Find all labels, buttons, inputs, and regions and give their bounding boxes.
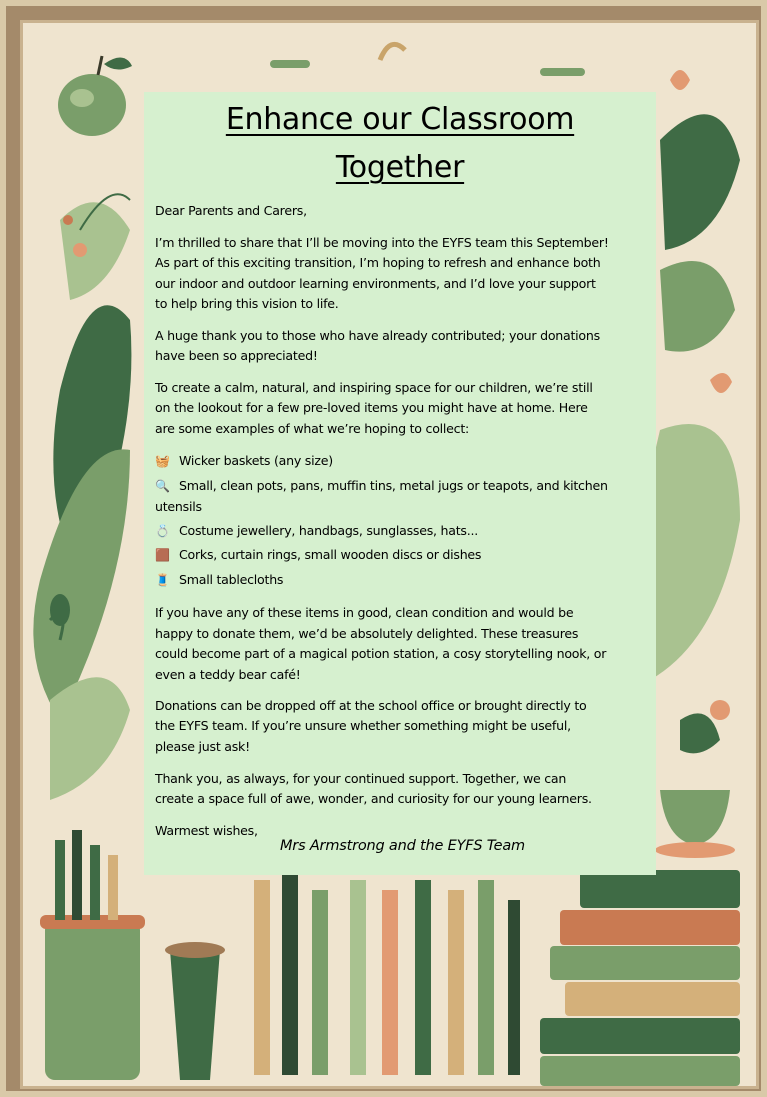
title-line-2: Together xyxy=(335,150,465,185)
basket-icon: 🧺 xyxy=(155,454,170,468)
magnifier-icon: 🔍 xyxy=(155,479,170,493)
thanks-line-1: A huge thank you to those who have already contributed; your donations xyxy=(155,328,600,343)
closing-line-2: create a space full of awe, wonder, and curiosity for our young learners. xyxy=(155,791,592,806)
ring-icon: 💍 xyxy=(155,524,170,538)
donate-line-1: If you have any of these items in good, clean condition and would be xyxy=(155,605,574,620)
list-item-continuation: utensils xyxy=(155,499,202,514)
list-item xyxy=(155,570,651,591)
donate-line-2: happy to donate them, we’d be absolutely delighted. These treasures xyxy=(155,626,579,641)
greeting: Dear Parents and Carers, xyxy=(155,203,307,218)
tablecloth-icon: 🧵 xyxy=(155,573,170,587)
list-item xyxy=(155,476,651,497)
request-line-1: To create a calm, natural, and inspiring space for our children, we’re still xyxy=(155,380,593,395)
dropoff-line-3: please just ask! xyxy=(155,739,250,754)
donate-line-3: could become part of a magical potion station, a cosy storytelling nook, or xyxy=(155,646,607,661)
list-item-text: Small, clean pots, pans, muffin tins, metal jugs or teapots, and kitchen xyxy=(179,478,608,493)
cork-icon: 🟫 xyxy=(155,548,170,562)
intro-line-1: I’m thrilled to share that I’ll be moving into the EYFS team this September! xyxy=(155,235,609,250)
list-item xyxy=(155,451,651,472)
intro-line-3: our indoor and outdoor learning environments, and I’d love your support xyxy=(155,276,596,291)
dropoff-line-2: the EYFS team. If you’re unsure whether something might be useful, xyxy=(155,718,571,733)
pencil-pot-left xyxy=(45,920,140,1080)
request-line-3: are some examples of what we’re hoping to collect: xyxy=(155,421,469,436)
leaf-right-large xyxy=(642,424,740,680)
letter-panel xyxy=(144,92,656,875)
list-item xyxy=(155,521,651,542)
title-line-1: Enhance our Classroom xyxy=(225,102,575,137)
dropoff-line-1: Donations can be dropped off at the school office or brought directly to xyxy=(155,698,587,713)
request-line-2: on the lookout for a few pre-loved items you might have at home. Here xyxy=(155,400,588,415)
donate-line-4: even a teddy bear café! xyxy=(155,667,301,682)
intro-line-2: As part of this exciting transition, I’m hoping to refresh and enhance both xyxy=(155,255,601,270)
poster-frame xyxy=(6,6,761,1091)
list-item-text: Wicker baskets (any size) xyxy=(179,453,333,468)
list-item-text: Costume jewellery, handbags, sunglasses, hats... xyxy=(179,523,479,538)
list-item xyxy=(155,545,651,566)
poster xyxy=(20,20,759,1089)
signature: Mrs Armstrong and the EYFS Team xyxy=(280,838,525,854)
closing-line-1: Thank you, as always, for your continued support. Together, we can xyxy=(155,771,567,786)
apple-icon xyxy=(58,56,132,136)
intro-line-4: to help bring this vision to life. xyxy=(155,296,339,311)
teacup-icon xyxy=(660,790,730,845)
list-item-text: Corks, curtain rings, small wooden discs or dishes xyxy=(179,547,482,562)
list-item-text: Small tablecloths xyxy=(179,572,284,587)
signoff: Warmest wishes, xyxy=(155,823,258,838)
thanks-line-2: have been so appreciated! xyxy=(155,348,318,363)
